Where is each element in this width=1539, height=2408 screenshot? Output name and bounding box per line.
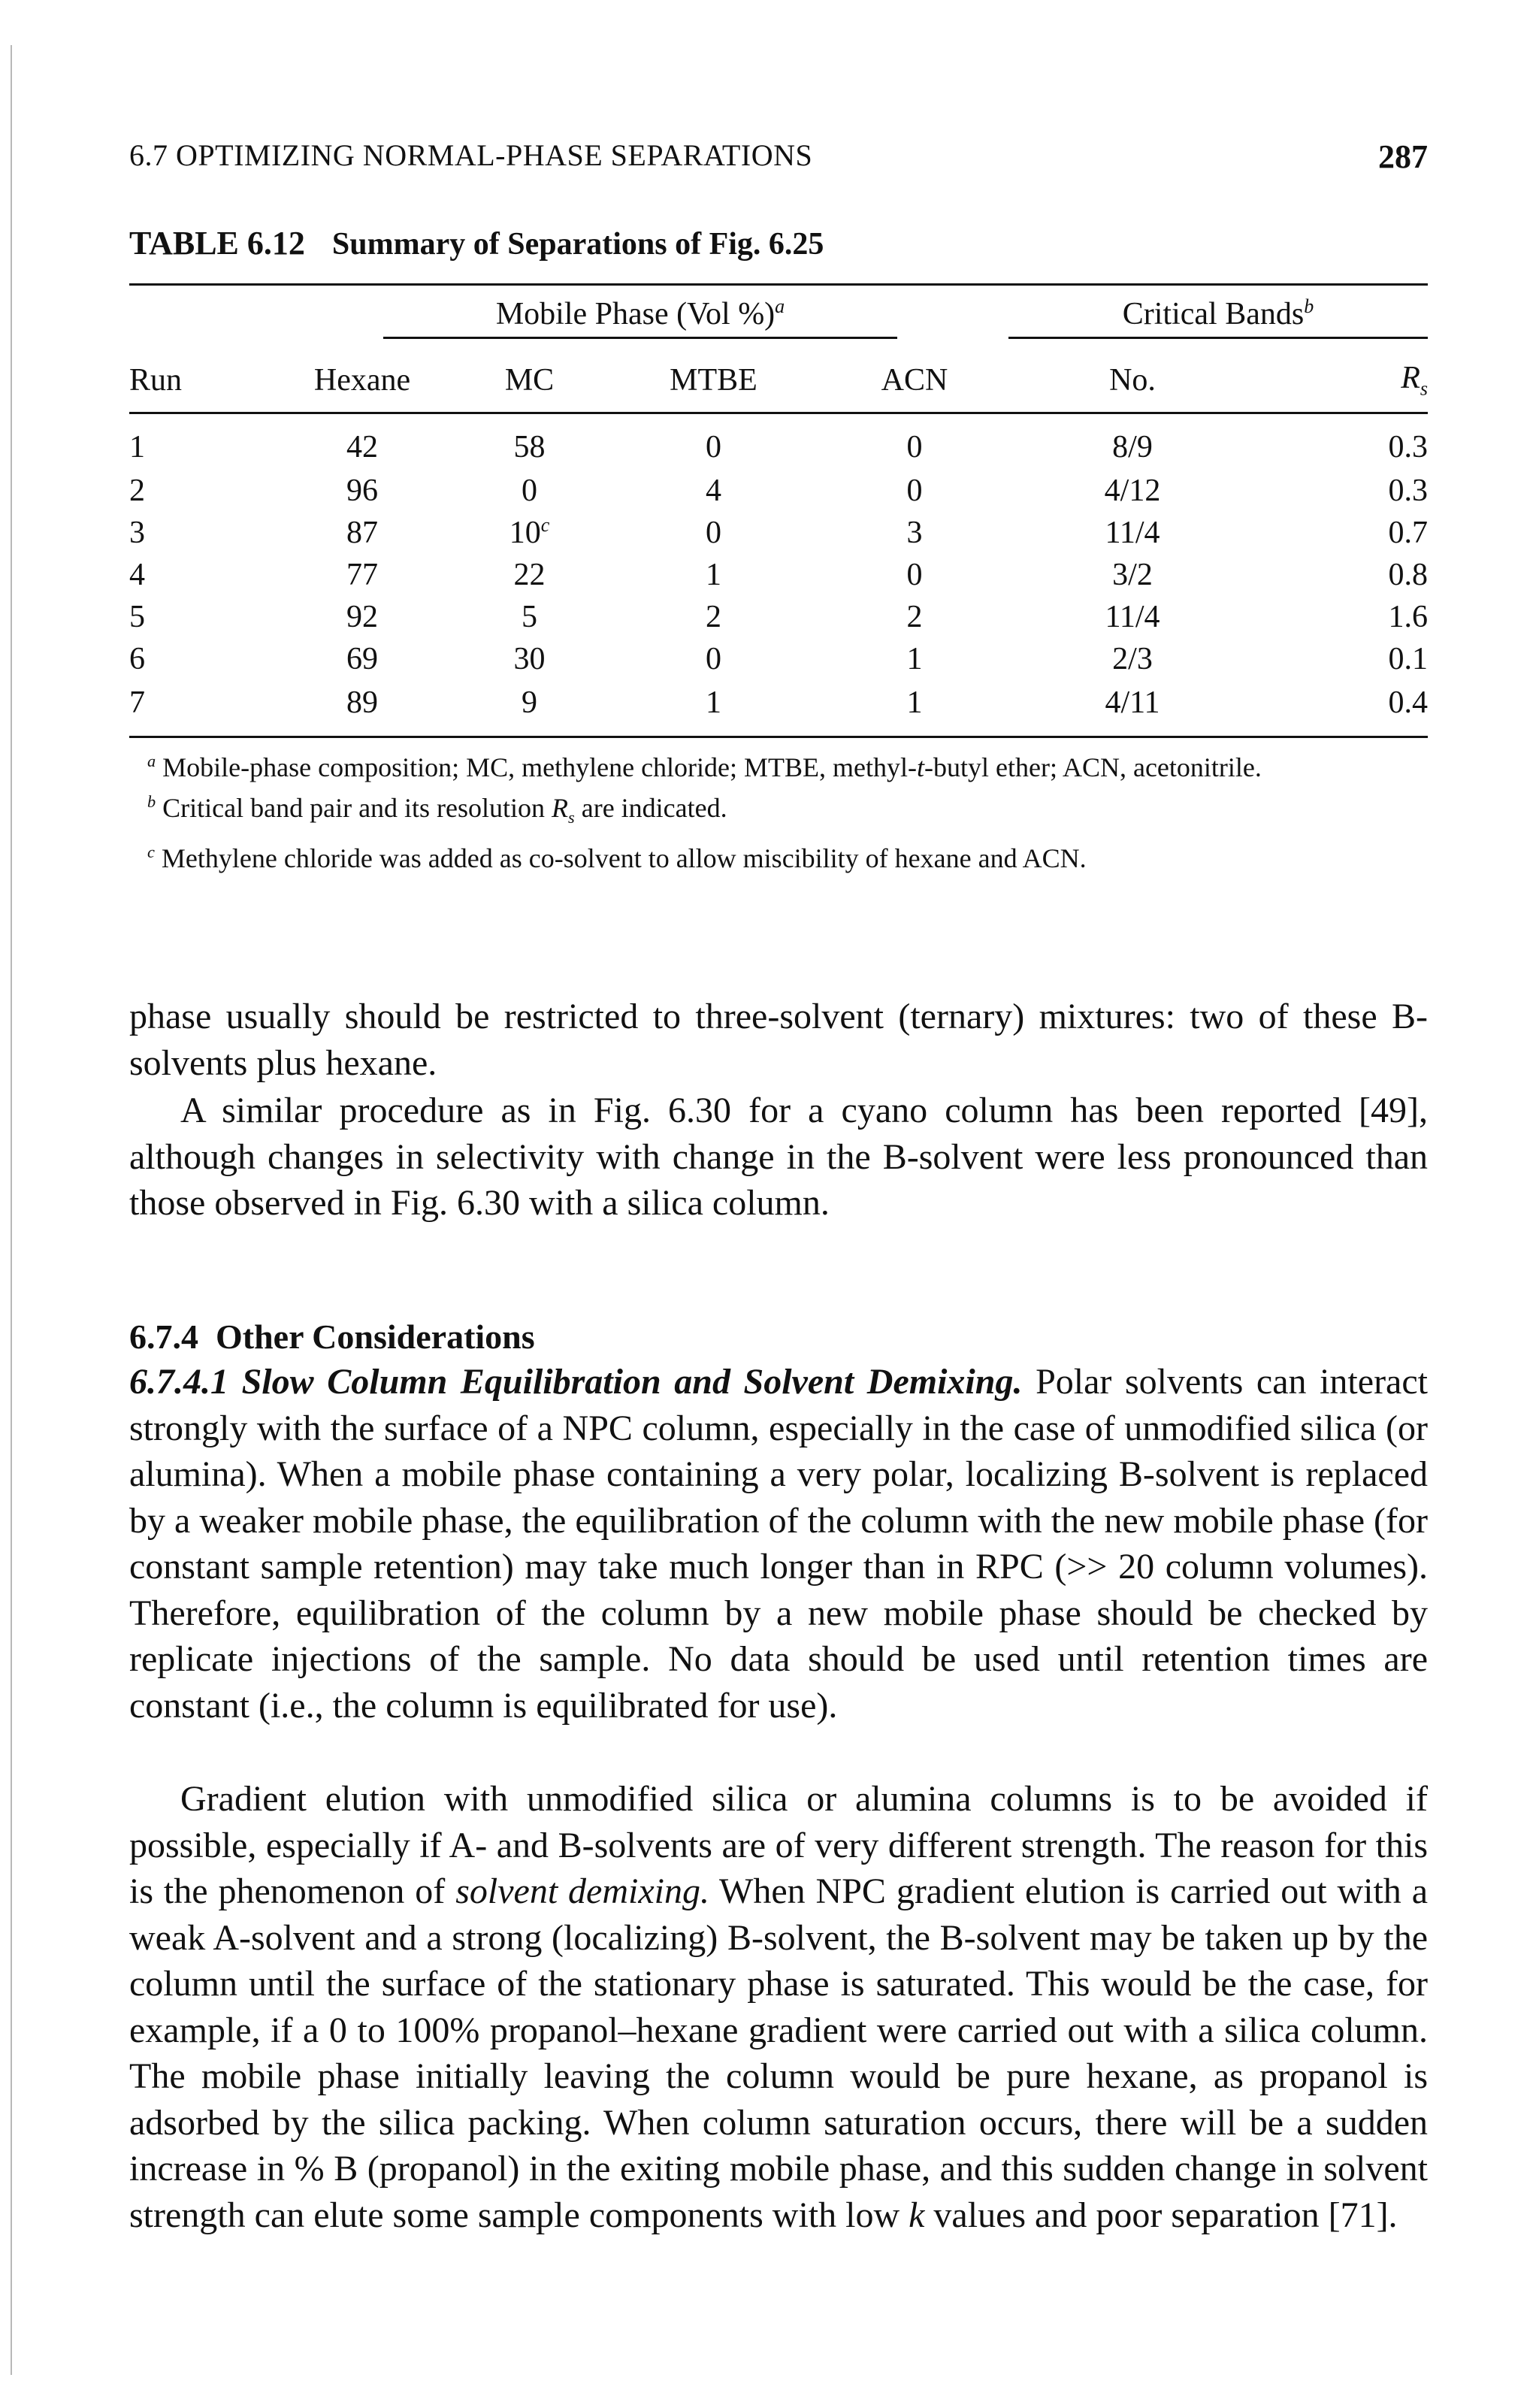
paragraph-demixing-text-b: When NPC gradient elution is carried out with a weak A-solvent and a strong (localizing) B-solvent, the B-solvent may be taken up by the column until the surface of the stationary phase is saturated. This would be the case, for example, if a 0 to 100% propanol–hexane gradient were carried out with a silica column. The mobile phase initially leaving the column would be pure hexane, as propanol is adsorbed by the silica packing. When column saturation occurs, there will be a sudden increase in % B (propanol) in the exiting mobile phase, and this sudden change in solvent strength can elute some sample components with low <box>129 1871 1429 2235</box>
cell-mc-value: 10 <box>509 516 541 550</box>
cell-run: 4 <box>129 558 145 592</box>
cell-acn: 0 <box>906 473 923 508</box>
paragraph-demixing-text-c: values and poor separation [71]. <box>924 2195 1398 2235</box>
table-row <box>129 512 1428 554</box>
table-column-header-row <box>129 349 1428 413</box>
cell-rs: 1.6 <box>1388 600 1429 634</box>
cell-acn: 2 <box>906 600 923 634</box>
cell-mc <box>452 512 606 554</box>
cell-hexane: 92 <box>346 600 378 634</box>
footnote-c-text: Methylene chloride was added as co-solvent to allow miscibility of hexane and ACN. <box>161 843 1087 874</box>
cell-run: 5 <box>129 600 145 634</box>
table-row <box>129 554 1428 596</box>
cell-run: 6 <box>129 642 145 676</box>
paragraph-solvent-demixing <box>129 1776 1428 2238</box>
cell-mc <box>452 596 606 638</box>
footnote-a <box>129 747 1428 788</box>
footnote-b-text: Critical band pair and its resolution <box>162 793 552 823</box>
cell-mtbe: 0 <box>706 642 721 676</box>
footnote-b-rs-sub: s <box>568 808 575 827</box>
col-header-rs <box>1256 349 1428 413</box>
paragraph-slow-equilibration-text: Polar solvents can interact strongly with the surface of a NPC column, especially in the case of unmodified silica (or alumina). When a mobile phase containing a very polar, localizing B-solvent is replaced by a weaker mobile phase, the equilibration of the column with the new mobile phase (for constant sample retention) may take much longer than in RPC (>> 20 column volumes). Therefore, equilibration of the column by a new mobile phase should be checked by replicate injections of the sample. No data should be used until retention times are constant (i.e., the column is equilibrated for use). <box>129 1362 1429 1726</box>
table-caption-text: Summary of Separations of Fig. 6.25 <box>331 227 824 262</box>
section-number: 6.7.4 <box>129 1317 198 1356</box>
cell-rs: 0.3 <box>1388 473 1429 508</box>
table-label: TABLE 6.12 <box>129 225 305 262</box>
critical-bands-group-label: Critical Bands <box>1122 296 1305 331</box>
table-row <box>129 680 1428 737</box>
cell-mtbe: 4 <box>706 473 721 508</box>
cell-no: 11/4 <box>1105 516 1160 550</box>
cell-run: 7 <box>129 685 145 720</box>
cell-rs: 0.3 <box>1388 430 1429 464</box>
cell-hexane: 89 <box>346 685 378 720</box>
rs-symbol: R <box>1401 361 1420 396</box>
table-row <box>129 413 1428 470</box>
cell-mtbe: 0 <box>706 430 721 464</box>
cell-no: 11/4 <box>1105 600 1160 634</box>
col-header-hexane: Hexane <box>272 349 452 413</box>
page-number: 287 <box>1378 138 1428 175</box>
col-header-mtbe: MTBE <box>606 349 821 413</box>
table-footnotes <box>129 747 1428 879</box>
cell-hexane: 87 <box>346 516 378 550</box>
cell-hexane: 96 <box>346 473 378 508</box>
cell-rs: 0.1 <box>1388 642 1429 676</box>
cell-mc <box>452 413 606 470</box>
cell-no: 4/12 <box>1104 473 1161 508</box>
cell-hexane: 42 <box>346 430 378 464</box>
cell-mtbe: 1 <box>706 558 721 592</box>
cell-acn: 1 <box>906 685 923 720</box>
footnote-a-italic: t <box>917 752 925 782</box>
running-head-title: 6.7 OPTIMIZING NORMAL-PHASE SEPARATIONS <box>129 138 813 172</box>
cell-mc-value: 9 <box>522 685 537 720</box>
cell-rs: 0.8 <box>1388 558 1429 592</box>
cell-mc-value: 0 <box>522 473 537 508</box>
mobile-phase-group-header <box>272 285 1008 349</box>
cell-acn: 3 <box>906 516 923 550</box>
cell-mc <box>452 554 606 596</box>
cell-mtbe: 0 <box>706 516 721 550</box>
cell-rs: 0.7 <box>1388 516 1429 550</box>
page-edge-line <box>11 45 12 2375</box>
col-header-acn: ACN <box>821 349 1008 413</box>
footnote-b-rs: R <box>552 793 569 823</box>
footnote-ref-c: c <box>540 514 550 536</box>
cell-run: 2 <box>129 473 145 508</box>
table-row <box>129 596 1428 638</box>
cell-mc-value: 30 <box>513 642 546 676</box>
footnote-ref-a: a <box>775 295 785 317</box>
cell-no: 4/11 <box>1105 685 1160 720</box>
cell-no: 8/9 <box>1112 430 1153 464</box>
footnote-a-text-end: -butyl ether; ACN, acetonitrile. <box>924 752 1262 782</box>
cell-run: 1 <box>129 430 145 464</box>
cell-no: 2/3 <box>1112 642 1153 676</box>
running-head <box>129 138 1428 183</box>
cell-mc-value: 58 <box>513 430 546 464</box>
table-caption <box>129 224 824 262</box>
cell-hexane: 69 <box>346 642 378 676</box>
footnote-a-text: Mobile-phase composition; MC, methylene chloride; MTBE, methyl- <box>162 752 917 782</box>
mobile-phase-group-label: Mobile Phase (Vol %) <box>495 296 776 331</box>
col-header-mc: MC <box>452 349 606 413</box>
col-header-no: No. <box>1008 349 1256 413</box>
table-row <box>129 470 1428 512</box>
footnote-b-mark: b <box>147 792 156 811</box>
cell-mtbe: 1 <box>706 685 721 720</box>
k-symbol: k <box>909 2195 925 2235</box>
table-row <box>129 638 1428 680</box>
cell-rs: 0.4 <box>1388 685 1429 720</box>
footnote-ref-b: b <box>1304 295 1314 317</box>
table-group-header-row <box>129 285 1428 349</box>
footnote-a-mark: a <box>147 752 156 770</box>
cell-mtbe: 2 <box>706 600 721 634</box>
critical-bands-group-header <box>1008 285 1428 349</box>
cell-hexane: 77 <box>346 558 378 592</box>
cell-run: 3 <box>129 516 145 550</box>
cell-mc <box>452 638 606 680</box>
paragraph-demixing-text-a: Gradient elution with unmodified silica or alumina columns is to be avoided if possible, especially if A- and B-solvents are of very different strength. The reason for this is the phenomenon of <box>129 1779 1428 1911</box>
cell-acn: 1 <box>906 642 923 676</box>
paragraph-slow-equilibration <box>129 1359 1428 1729</box>
footnote-b <box>129 788 1428 838</box>
section-title: Other Considerations <box>216 1317 535 1356</box>
cell-acn: 0 <box>906 558 923 592</box>
cell-mc-value: 22 <box>513 558 546 592</box>
cell-mc-value: 5 <box>522 600 537 634</box>
separations-table <box>129 283 1428 738</box>
section-heading-6-7-4 <box>129 1317 535 1357</box>
footnote-b-text-end: are indicated. <box>574 793 727 823</box>
footnote-c-mark: c <box>147 842 155 862</box>
paragraph-cyano-column: A similar procedure as in Fig. 6.30 for a cyano column has been reported [49], although changes in selectivity with change in the B-solvent were less pronounced than those observed in Fig. 6.30 with a silica column. <box>129 1091 1428 1223</box>
subsection-heading-6-7-4-1: 6.7.4.1 Slow Column Equilibration and Solvent Demixing. <box>129 1362 1023 1402</box>
cell-mc <box>452 680 606 737</box>
footnote-c <box>129 838 1428 879</box>
solvent-demixing-term: solvent demixing. <box>455 1871 709 1911</box>
cell-acn: 0 <box>906 430 923 464</box>
paragraph-continuation: phase usually should be restricted to three-solvent (ternary) mixtures: two of these B-solvents plus hexane. <box>129 997 1428 1083</box>
cell-no: 3/2 <box>1112 558 1153 592</box>
rs-subscript: s <box>1420 377 1429 400</box>
cell-mc <box>452 470 606 512</box>
col-header-run: Run <box>129 349 272 413</box>
